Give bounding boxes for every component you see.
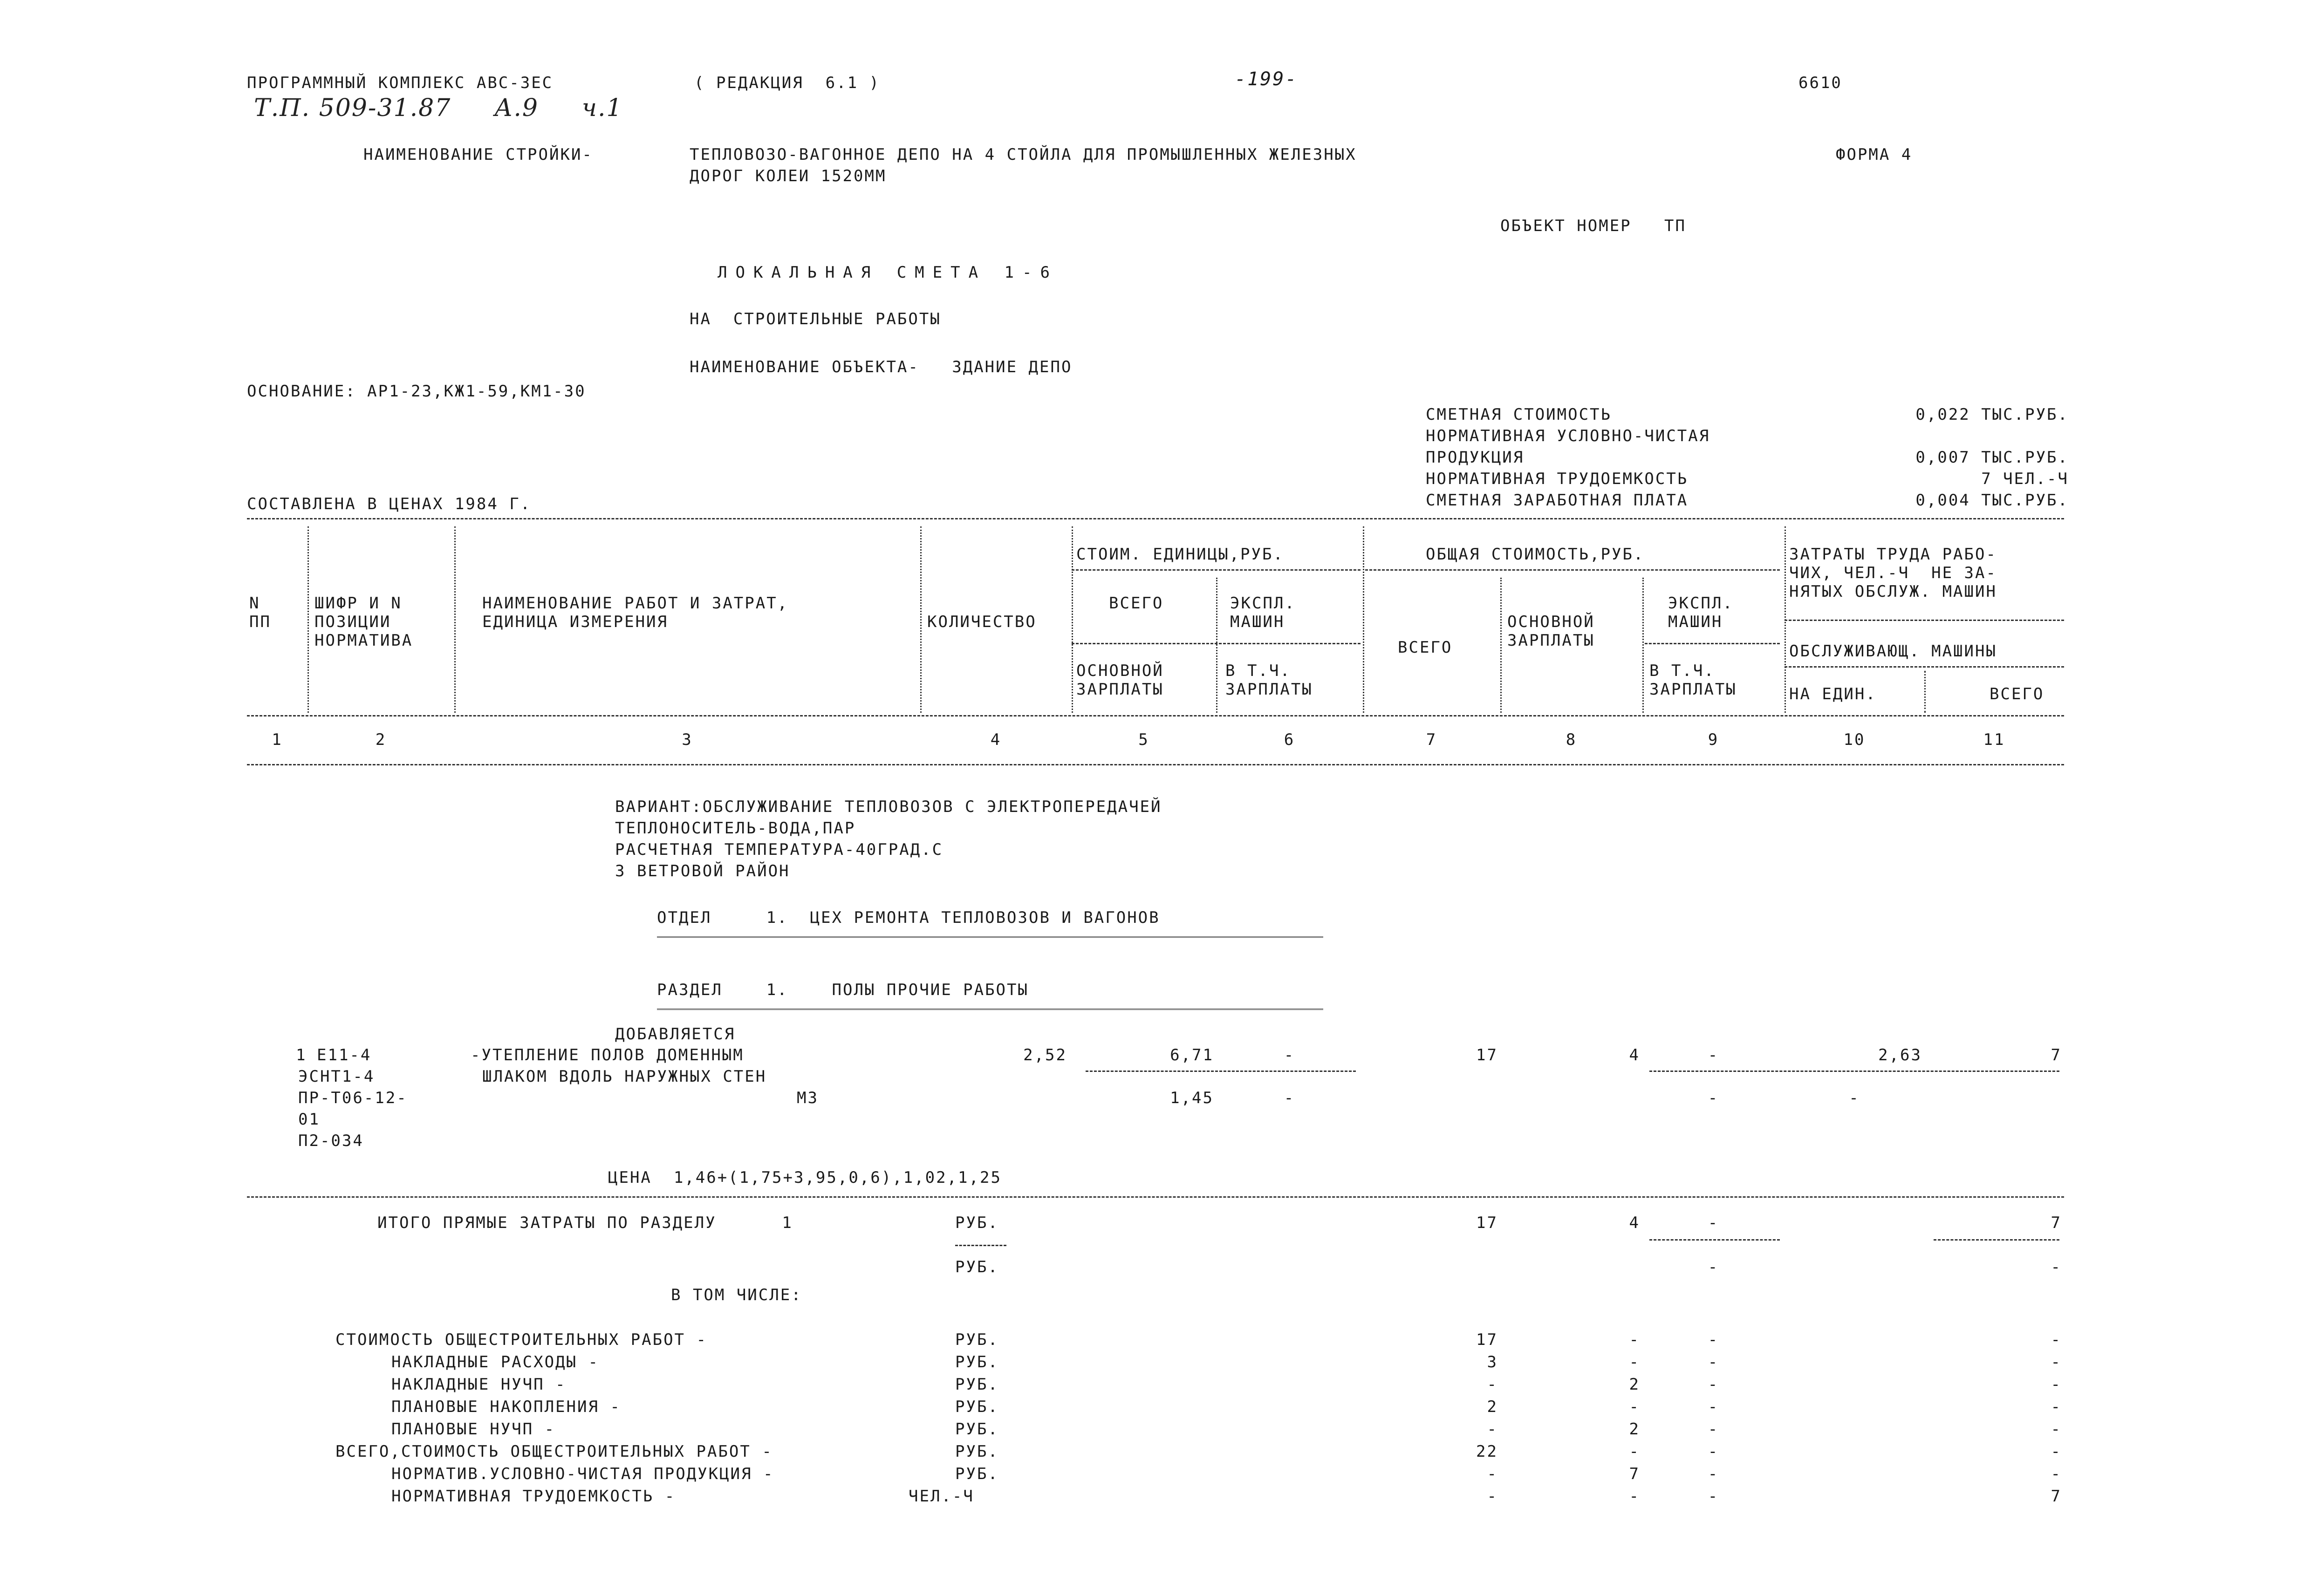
item-code: П2-034 — [298, 1132, 364, 1150]
breakdown-label: НОРМАТИВ.УСЛОВНО-ЧИСТАЯ ПРОДУКЦИЯ - — [391, 1465, 774, 1483]
variant-line: 3 ВЕТРОВОЙ РАЙОН — [615, 862, 790, 880]
breakdown-machine: - — [1708, 1330, 1719, 1349]
breakdown-wage: 2 — [1629, 1420, 1640, 1439]
breakdown-labor: - — [2051, 1420, 2062, 1439]
breakdown-unit: ЧЕЛ.-Ч — [909, 1487, 974, 1506]
breakdown-label: НОРМАТИВНАЯ ТРУДОЕМКОСТЬ - — [391, 1487, 676, 1506]
col-number-header: N ПП — [249, 594, 271, 631]
object-name: НАИМЕНОВАНИЕ ОБЪЕКТА- ЗДАНИЕ ДЕПО — [690, 358, 1073, 376]
edition: ( РЕДАКЦИЯ 6.1 ) — [694, 74, 880, 92]
breakdown-machine: - — [1708, 1398, 1719, 1416]
unit-machine-header: ЭКСПЛ. МАШИН — [1230, 594, 1296, 631]
col-num: 2 — [375, 730, 387, 749]
item-unit-machine: - — [1284, 1046, 1295, 1064]
page-number: -199- — [1235, 68, 1298, 90]
breakdown-unit: РУБ. — [955, 1420, 999, 1439]
summary-label: СМЕТНАЯ СТОИМОСТЬ — [1426, 405, 1612, 424]
breakdown-labor: - — [2051, 1330, 2062, 1349]
col-name-header: НАИМЕНОВАНИЕ РАБОТ И ЗАТРАТ, ЕДИНИЦА ИЗМЕРЕНИЯ — [482, 594, 789, 631]
breakdown-unit: РУБ. — [955, 1375, 999, 1394]
department-title: ОТДЕЛ 1. ЦЕХ РЕМОНТА ТЕПЛОВОЗОВ И ВАГОНОВ — [657, 908, 1160, 927]
col-num: 4 — [990, 730, 1002, 749]
breakdown-labor: - — [2051, 1375, 2062, 1394]
item-machine: - — [1708, 1046, 1719, 1064]
total-all-header: ВСЕГО — [1398, 638, 1453, 657]
item-machine-wage: - — [1708, 1089, 1719, 1107]
breakdown-labor: - — [2051, 1353, 2062, 1371]
breakdown-labor: 7 — [2051, 1487, 2062, 1506]
breakdown-unit: РУБ. — [955, 1398, 999, 1416]
item-total: 17 — [1476, 1046, 1498, 1064]
form-code: 6610 — [1798, 74, 1842, 92]
item-unit-wage: 1,45 — [1170, 1089, 1214, 1107]
totals-unit: РУБ. — [955, 1214, 999, 1232]
breakdown-unit: РУБ. — [955, 1465, 999, 1483]
unit-wage-header: ОСНОВНОЙ ЗАРПЛАТЫ — [1076, 662, 1164, 699]
variant-line: РАСЧЕТНАЯ ТЕМПЕРАТУРА-40ГРАД.С — [615, 840, 944, 859]
breakdown-wage: 2 — [1629, 1375, 1640, 1394]
breakdown-label: НАКЛАДНЫЕ НУЧП - — [391, 1375, 567, 1394]
col-num: 5 — [1138, 730, 1149, 749]
col-num: 3 — [682, 730, 693, 749]
breakdown-wage: - — [1629, 1442, 1640, 1461]
labor-header: ЗАТРАТЫ ТРУДА РАБО- ЧИХ, ЧЕЛ.-Ч НЕ ЗА- НЯТЫХ ОБСЛУЖ. МАШИН — [1789, 545, 1997, 601]
breakdown-label: ПЛАНОВЫЕ НАКОПЛЕНИЯ - — [391, 1398, 621, 1416]
totals-machine-wage: - — [1708, 1258, 1719, 1276]
breakdown-total: 2 — [1487, 1398, 1498, 1416]
summary-value: 0,004 ТЫС.РУБ. — [1915, 491, 2069, 510]
item-code: Е11-4 — [317, 1046, 372, 1064]
summary-label: НОРМАТИВНАЯ УСЛОВНО-ЧИСТАЯ — [1426, 427, 1710, 445]
breakdown-total: - — [1487, 1375, 1498, 1394]
breakdown-total: - — [1487, 1465, 1498, 1483]
totals-wage: 4 — [1629, 1214, 1640, 1232]
col-num: 8 — [1566, 730, 1577, 749]
item-labor-unit-machine: - — [1849, 1089, 1860, 1107]
item-name: ШЛАКОМ ВДОЛЬ НАРУЖНЫХ СТЕН — [482, 1067, 767, 1086]
totals-labor: 7 — [2051, 1214, 2062, 1232]
breakdown-wage: - — [1629, 1487, 1640, 1506]
breakdown-wage: - — [1629, 1398, 1640, 1416]
item-labor-unit: 2,63 — [1878, 1046, 1922, 1064]
summary-value: 0,022 ТЫС.РУБ. — [1915, 405, 2069, 424]
totals-machine: - — [1708, 1214, 1719, 1232]
totals-unit: РУБ. — [955, 1258, 999, 1276]
summary-label: СМЕТНАЯ ЗАРАБОТНАЯ ПЛАТА — [1426, 491, 1689, 510]
breakdown-labor: - — [2051, 1465, 2062, 1483]
summary-label: ПРОДУКЦИЯ — [1426, 448, 1525, 467]
item-code: 01 — [298, 1110, 320, 1129]
item-quantity: 2,52 — [1023, 1046, 1067, 1064]
total-cost-header: ОБЩАЯ СТОИМОСТЬ,РУБ. — [1426, 545, 1645, 564]
item-unit-incl: - — [1284, 1089, 1295, 1107]
construction-name-line1: ТЕПЛОВОЗО-ВАГОННОЕ ДЕПО НА 4 СТОЙЛА ДЛЯ ПРОМЫШЛЕННЫХ ЖЕЛЕЗНЫХ — [690, 145, 1357, 164]
item-unit: М3 — [797, 1089, 819, 1107]
totals-label: ИТОГО ПРЯМЫЕ ЗАТРАТЫ ПО РАЗДЕЛУ 1 — [377, 1214, 793, 1232]
construction-name-line2: ДОРОГ КОЛЕИ 1520ММ — [690, 167, 887, 185]
summary-value: 0,007 ТЫС.РУБ. — [1915, 448, 2069, 467]
col-num: 7 — [1426, 730, 1437, 749]
breakdown-machine: - — [1708, 1442, 1719, 1461]
breakdown-machine: - — [1708, 1353, 1719, 1371]
breakdown-unit: РУБ. — [955, 1442, 999, 1461]
form-number: ФОРМА 4 — [1836, 145, 1913, 164]
unit-incl-wage-header: В Т.Ч. ЗАРПЛАТЫ — [1225, 662, 1313, 699]
summary-label: НОРМАТИВНАЯ ТРУДОЕМКОСТЬ — [1426, 470, 1689, 488]
item-unit-total: 6,71 — [1170, 1046, 1214, 1064]
document-subtitle: НА СТРОИТЕЛЬНЫЕ РАБОТЫ — [690, 310, 941, 328]
breakdown-label: НАКЛАДНЫЕ РАСХОДЫ - — [391, 1353, 599, 1371]
breakdown-total: 17 — [1476, 1330, 1498, 1349]
item-price-formula: ЦЕНА 1,46+(1,75+3,95,0,6),1,02,1,25 — [608, 1168, 1002, 1187]
breakdown-machine: - — [1708, 1420, 1719, 1439]
variant-line: ВАРИАНТ:ОБСЛУЖИВАНИЕ ТЕПЛОВОЗОВ С ЭЛЕКТРОПЕРЕДАЧЕЙ — [615, 798, 1162, 816]
col-num: 6 — [1284, 730, 1295, 749]
unit-total-header: ВСЕГО — [1109, 594, 1164, 613]
program-name: ПРОГРАММНЫЙ КОМПЛЕКС АВС-3ЕС — [247, 74, 554, 92]
breakdown-wage: - — [1629, 1330, 1640, 1349]
total-wage-header: ОСНОВНОЙ ЗАРПЛАТЫ — [1507, 613, 1595, 650]
col-quantity-header: КОЛИЧЕСТВО — [927, 613, 1037, 631]
breakdown-total: - — [1487, 1420, 1498, 1439]
document-title: ЛОКАЛЬНАЯ СМЕТА 1-6 — [718, 263, 1058, 282]
breakdown-total: 3 — [1487, 1353, 1498, 1371]
breakdown-unit: РУБ. — [955, 1330, 999, 1349]
construction-label: НАИМЕНОВАНИЕ СТРОЙКИ- — [363, 145, 593, 164]
labor-unit-header: НА ЕДИН. — [1789, 685, 1877, 703]
item-wage: 4 — [1629, 1046, 1640, 1064]
labor-machine-header: ОБСЛУЖИВАЮЩ. МАШИНЫ — [1789, 642, 1997, 661]
object-number: ОБЪЕКТ НОМЕР ТП — [1500, 217, 1686, 235]
prices-basis: СОСТАВЛЕНА В ЦЕНАХ 1984 Г. — [247, 495, 532, 513]
section-title: РАЗДЕЛ 1. ПОЛЫ ПРОЧИЕ РАБОТЫ — [657, 981, 1029, 999]
item-code: ПР-Т06-12- — [298, 1089, 408, 1107]
col-code-header: ШИФР И N ПОЗИЦИИ НОРМАТИВА — [315, 594, 413, 650]
including-label: В ТОМ ЧИСЛЕ: — [671, 1286, 802, 1304]
breakdown-wage: 7 — [1629, 1465, 1640, 1483]
breakdown-machine: - — [1708, 1375, 1719, 1394]
breakdown-total: - — [1487, 1487, 1498, 1506]
total-machine-header: ЭКСПЛ. МАШИН — [1668, 594, 1734, 631]
item-number: 1 — [296, 1046, 307, 1064]
breakdown-label: СТОИМОСТЬ ОБЩЕСТРОИТЕЛЬНЫХ РАБОТ - — [335, 1330, 707, 1349]
breakdown-wage: - — [1629, 1353, 1640, 1371]
breakdown-machine: - — [1708, 1465, 1719, 1483]
handwritten-reference: Т.П. 509-31.87 А.9 ч.1 — [254, 94, 623, 122]
variant-line: ТЕПЛОНОСИТЕЛЬ-ВОДА,ПАР — [615, 819, 856, 838]
unit-cost-header: СТОИМ. ЕДИНИЦЫ,РУБ. — [1076, 545, 1284, 564]
col-num: 1 — [272, 730, 283, 749]
breakdown-machine: - — [1708, 1487, 1719, 1506]
breakdown-label: ПЛАНОВЫЕ НУЧП - — [391, 1420, 556, 1439]
basis: ОСНОВАНИЕ: АР1-23,КЖ1-59,КМ1-30 — [247, 382, 586, 401]
breakdown-unit: РУБ. — [955, 1353, 999, 1371]
col-num: 11 — [1983, 730, 2005, 749]
item-labor-total: 7 — [2051, 1046, 2062, 1064]
totals-total: 17 — [1476, 1214, 1498, 1232]
breakdown-total: 22 — [1476, 1442, 1498, 1461]
col-num: 9 — [1708, 730, 1719, 749]
labor-total-header: ВСЕГО — [1990, 685, 2044, 703]
summary-value: 7 ЧЕЛ.-Ч — [1981, 470, 2069, 488]
added-note: ДОБАВЛЯЕТСЯ — [615, 1025, 736, 1044]
breakdown-labor: - — [2051, 1442, 2062, 1461]
breakdown-label: ВСЕГО,СТОИМОСТЬ ОБЩЕСТРОИТЕЛЬНЫХ РАБОТ - — [335, 1442, 773, 1461]
item-code: ЭСНТ1-4 — [298, 1067, 375, 1086]
total-incl-wage-header: В Т.Ч. ЗАРПЛАТЫ — [1649, 662, 1737, 699]
breakdown-labor: - — [2051, 1398, 2062, 1416]
item-name: -УТЕПЛЕНИЕ ПОЛОВ ДОМЕННЫМ — [471, 1046, 744, 1064]
col-num: 10 — [1843, 730, 1866, 749]
totals-labor-machine: - — [2051, 1258, 2062, 1276]
